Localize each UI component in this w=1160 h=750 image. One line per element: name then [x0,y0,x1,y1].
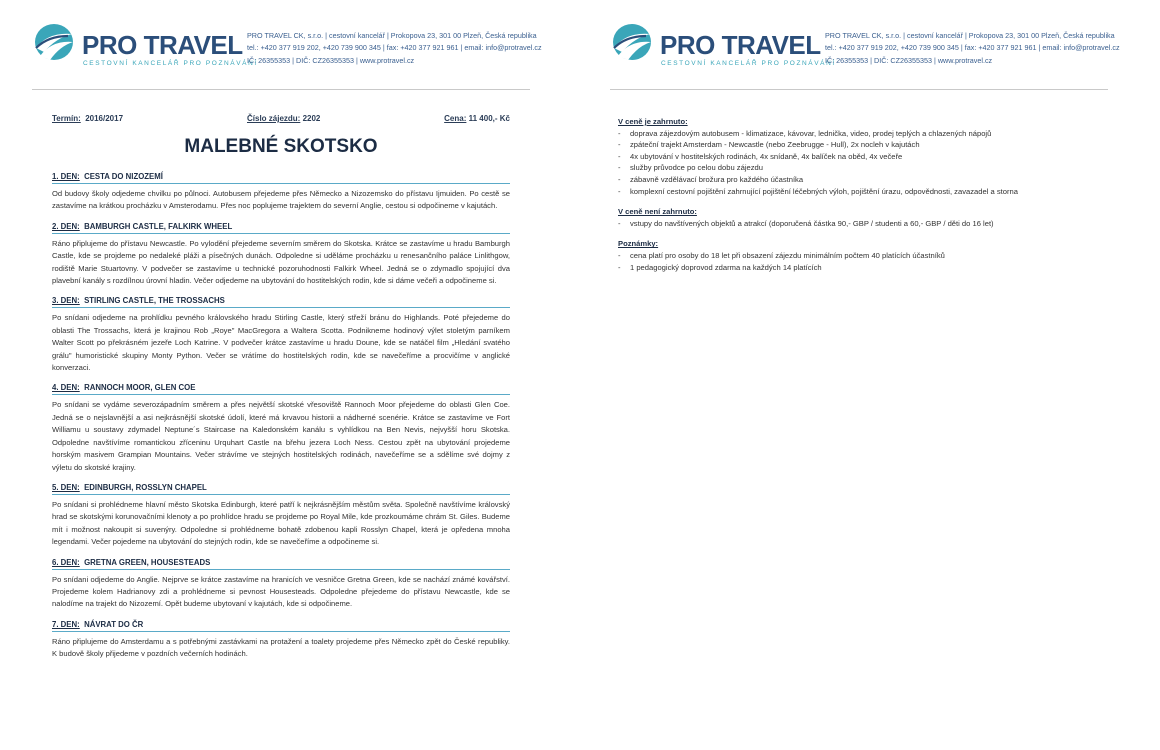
document-title: MALEBNÉ SKOTSKO [184,136,378,157]
included-section [618,116,1098,197]
logo-tagline: CESTOVNÍ KANCELÁŘ PRO POZNÁVÁNÍ [661,60,836,67]
list-item: - vstupy do navštívených objektů a atrakcí (doporučená částka 90,- GBP / studenti a 60,- GBP / děti do 16 let) [618,218,1098,230]
day-description: Ráno připlujeme do Amsterdamu a s potřebnými zastávkami na protažení a toalety projedeme přes Německo zpět do České republiky. K budově školy přijedeme v pozdních večerních hodinách. [52,636,510,659]
day-description: Po snídani se vydáme severozápadním směrem a přes největší skotské vřesoviště Rannoch Moor přejedeme do oblasti Glen Coe. Jedná se o nejslavnější a asi nejkrásnější skotské údolí, které má krvavou historii a nádherné scenérie. Krátce se zastavíme ve Fort Williamu u soustavy zdymadel Neptune´s Staircase na Kaledonském kanálu s vyhlídkou na Ben Nevis, nejvyšší horu Skotska. Odpoledne navštívíme romantickou zříceninu Urquhart Castle na břehu jezera Loch Ness. Cestou zpět na ubytování projedeme horským masivem Grampian Mountains. Večer strávíme ve stejných hostitelských rodinách, navečeříme se a sdělíme své dojmy z výletu do skotské krajiny. [52,400,510,472]
pro-travel-logo [612,22,836,74]
included-list [618,128,1098,198]
day-description: Po snídani si prohlédneme hlavní město Skotska Edinburgh, které patří k nejkrásnějším městům světa. Společně navštívíme královský hrad se skotskými korunovačními klenoty a po prohlídce hradu se projdeme po Royal Mile, kde prozkoumáme chrám St. Giles. Budeme mít i možnost nakoupit si suvenýry. Odpoledne si prohlédneme bohatě zdobenou kapli Rosslyn Chapel, která je opředena mnoha legendami. Večer pojedeme na ubytování do stejných rodin, kde se navečeříme a odpočineme si. [52,499,510,547]
page-header [32,18,542,90]
day-section [52,383,510,473]
day-heading: 2. DEN: BAMBURGH CASTLE, FALKIRK WHEEL [52,222,510,234]
day-section [52,172,510,213]
contact-line-1: PRO TRAVEL CK, s.r.o. | cestovní kancelář | Prokopova 23, 301 00 Plzeň, Česká republika [825,31,1115,40]
not-included-section [618,206,1098,229]
day-heading: 5. DEN: EDINBURGH, ROSSLYN CHAPEL [52,483,510,495]
logo-text: PRO TRAVEL [660,30,821,60]
tour-number: Číslo zájezdu: 2202 [247,114,321,123]
day-section [52,620,510,661]
list-item: - zábavně vzdělávací brožura pro každého účastníka [618,174,1098,186]
term: Termín: 2016/2017 [52,114,124,123]
day-section [52,558,510,611]
notes-list [618,250,1098,273]
list-item: - zpáteční trajekt Amsterdam - Newcastle (nebo Zeebrugge - Hull), 2x nocleh v kajutách [618,139,1098,151]
list-item: - služby průvodce po celou dobu zájezdu [618,162,1098,174]
contact-block [247,30,542,67]
day-heading: 7. DEN: NÁVRAT DO ČR [52,620,510,632]
price-details [618,116,1098,282]
contact-line-2: tel.: +420 377 919 202, +420 739 900 345 | fax: +420 377 921 961 | email: info@protravel.cz [825,43,1120,53]
logo-text: PRO TRAVEL [82,30,243,60]
day-description: Po snídani odjedeme do Anglie. Nejprve se krátce zastavíme na hranicích ve vesničce Gretna Green, kde se nachází známé kovářství. Projedeme kolem Hadrianovy zdi a prohlédneme si pevnost Housesteads. Odpoledne přejedeme do přístavu Newcastle, kde se nalodíme na trajekt do Nizozemí. Opět budeme ubytovaní v kajutách, kde si odpočineme. [52,574,510,609]
day-heading: 4. DEN: RANNOCH MOOR, GLEN COE [52,383,510,395]
list-item: - 4x ubytování v hostitelských rodinách, 4x snídaně, 4x balíček na oběd, 4x večeře [618,151,1098,163]
page-2 [578,0,1148,750]
not-included-list [618,218,1098,230]
notes-title: Poznámky: [618,239,659,249]
list-item: - 1 pedagogický doprovod zdarma na každých 14 platících [618,262,1098,274]
day-heading: 3. DEN: STIRLING CASTLE, THE TROSSACHS [52,296,510,308]
list-item: - doprava zájezdovým autobusem - klimatizace, kávovar, lednička, video, prodej teplých a chlazených nápojů [618,128,1098,140]
day-heading: 6. DEN: GRETNA GREEN, HOUSESTEADS [52,558,510,570]
logo-swoosh-icon [612,22,652,66]
day-description: Po snídani odjedeme na prohlídku pevného královského hradu Stirling Castle, který střeží bránu do Highlands. Poté přejedeme do oblasti The Trossachs, která je krajinou Rob „Roye" MacGregora a Waltera Scotta. Podnikneme hodinový výlet stoletým parníkem Walter Scott po překrásném jezeře Loch Katrine. V podvečer krátce zastavíme u hradu Doune, kde se natáčel film „Hledání svatého grálu" humoristické skupiny Monty Python. Večer se vrátíme do hostitelských rodin, kde se navečeříme a procvičíme v anglické konverzaci. [52,313,510,373]
contact-line-2: tel.: +420 377 919 202, +420 739 900 345 | fax: +420 377 921 961 | email: info@protravel.cz [247,43,542,53]
logo-tagline: CESTOVNÍ KANCELÁŘ PRO POZNÁVÁNÍ [83,60,258,67]
page-1 [0,0,570,750]
day-heading: 1. DEN: CESTA DO NIZOZEMÍ [52,172,510,184]
contact-line-3: IČ: 26355353 | DIČ: CZ26355353 | www.protravel.cz [247,55,415,65]
not-included-title: V ceně není zahrnuto: [618,207,697,217]
included-title: V ceně je zahrnuto: [618,117,688,126]
pro-travel-logo [34,22,258,74]
day-description: Od budovy školy odjedeme chvilku po půlnoci. Autobusem přejedeme přes Německo a Nizozemsko do přístavu Ijmuiden. Po cestě se zastavíme na krátkou procházku v Amsterodamu. Přes noc poplujeme trajektem do severní Anglie, cestou si odpočineme v kajutách. [52,189,510,211]
contact-block [825,30,1120,67]
day-section [52,296,510,374]
contact-line-3: IČ: 26355353 | DIČ: CZ26355353 | www.protravel.cz [825,55,993,65]
contact-line-1: PRO TRAVEL CK, s.r.o. | cestovní kancelář | Prokopova 23, 301 00 Plzeň, Česká republika [247,31,537,40]
day-description: Ráno připlujeme do přístavu Newcastle. Po vylodění přejedeme severním směrem do Skotska. Krátce se zastavíme u hradu Bamburgh Castle, kde se projdeme po nedaleké pláži a písečných dunách. Odpoledne si uděláme procházku u renesančního paláce Linlithgow, rodiště Marie Stuartovny. V podvečer se zastavíme u technické pozoruhodnosti Falkirk Wheel. Jedná se o zdymadlo spojující dva plavební kanály s rozdílnou úrovní hladin. Večer odjedeme na ubytování do hostitelských rodin, kde si dáme večeři a odpočineme si. [52,238,510,286]
logo-swoosh-icon [34,22,74,66]
day-section [52,222,510,288]
itinerary [52,172,510,670]
page-header [610,18,1120,90]
list-item: - komplexní cestovní pojištění zahrnující pojištění léčebných výloh, pojištění úrazu, odpovědnosti, zavazadel a storna [618,186,1098,198]
list-item: - cena platí pro osoby do 18 let při obsazení zájezdu minimálním počtem 40 platících účastníků [618,250,1098,262]
price: Cena: 11 400,- Kč [444,114,510,123]
notes-section [618,238,1098,273]
day-section [52,483,510,549]
